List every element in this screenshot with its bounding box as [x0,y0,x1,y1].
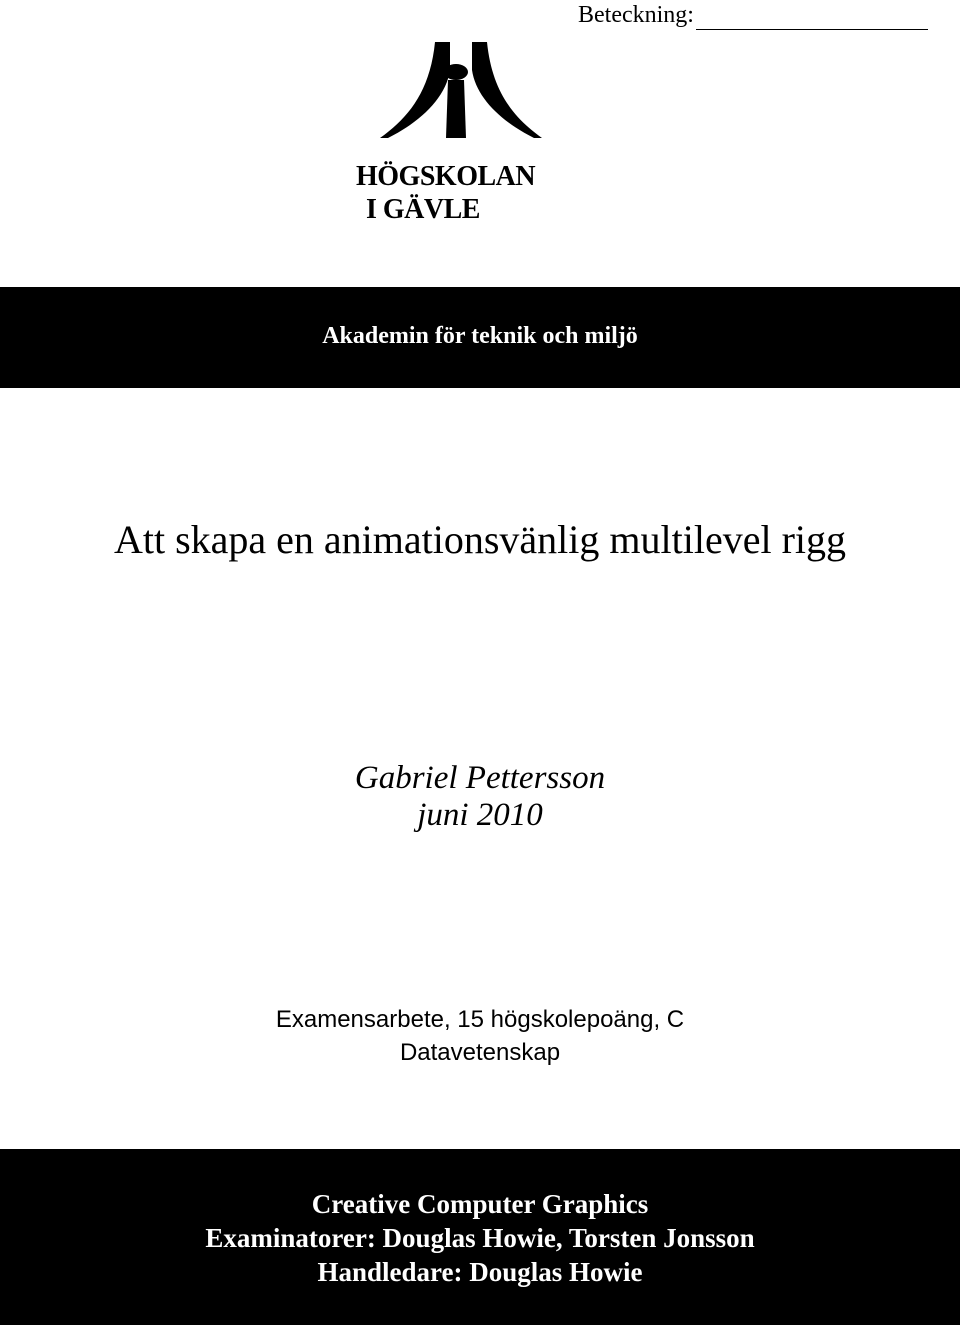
hogskolan-i-gavle-logo-icon [380,40,580,140]
logo-line-2: I GÄVLE [366,194,480,225]
beteckning-underline [696,7,928,30]
exam-subject: Datavetenskap [399,1039,561,1066]
program-name: Creative Computer Graphics [311,1189,649,1219]
thesis-title: Att skapa en animationsvänlig multilevel rigg [113,517,847,562]
supervisor: Handledare: Douglas Howie [317,1257,643,1287]
logo-line-1: HÖGSKOLAN [356,161,536,192]
author-name: Gabriel Pettersson [354,760,606,796]
beteckning-field [578,0,928,30]
footer-band [0,1149,960,1325]
academy-band [0,287,960,388]
examiners: Examinatorer: Douglas Howie, Torsten Jonsson [205,1223,755,1253]
exam-block [0,1003,960,1069]
exam-credits: Examensarbete, 15 högskolepoäng, C [275,1006,685,1033]
thesis-date: juni 2010 [417,797,543,833]
beteckning-label: Beteckning: [578,2,694,28]
logo-wordmark [356,160,535,226]
author-block [0,760,960,834]
academy-name: Akademin för teknik och miljö [322,323,638,349]
